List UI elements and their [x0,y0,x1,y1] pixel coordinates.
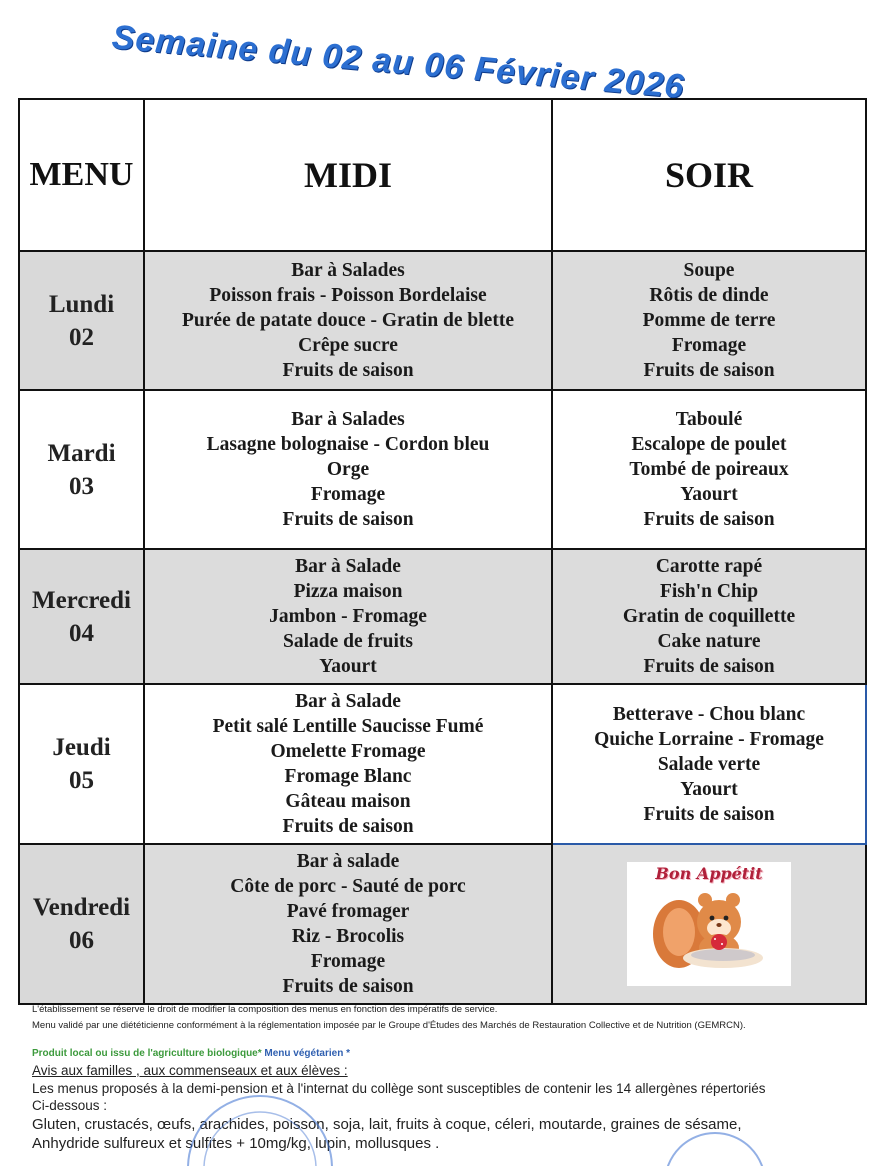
day-name: Vendredi [32,894,131,921]
dish: Bar à salade [296,851,400,872]
dish: Bar à Salades [291,409,405,430]
midi-cell [144,844,552,1004]
dish: Betterave - Chou blanc [612,703,806,725]
dish: Fruits de saison [282,509,414,530]
allergen-list-1: Gluten, crustacés, œufs, arachides, poisson, soja, lait, fruits à coque, céleri, moutarde, graines de sésame, [32,1116,742,1133]
dish: Pizza maison [293,581,403,602]
dish: Salade de fruits [282,631,413,652]
dish: Yaourt [680,778,738,800]
day-row-mercredi [19,549,866,684]
dish: Bar à Salade [295,556,401,577]
day-cell [19,684,144,844]
dish: Pomme de terre [642,310,776,331]
bon-appetit-text: Bon Appétit [655,864,763,883]
dish: Fruits de saison [282,976,414,997]
dish: Fruits de saison [643,656,775,677]
dish: Bar à Salade [295,691,401,712]
day-cell [19,844,144,1004]
day-number: 03 [69,472,94,500]
dish: Fromage [671,335,747,356]
midi-cell [144,549,552,684]
soir-cell [552,390,866,549]
midi-cell [144,390,552,549]
day-number: 06 [69,927,94,954]
dish: Jambon - Fromage [269,606,427,627]
header-row [19,99,866,251]
dish: Orge [326,459,370,480]
dish: Rôtis de dinde [649,285,769,306]
day-name: Mercredi [31,586,132,614]
dish: Fromage Blanc [284,766,412,787]
day-number: 04 [69,619,94,647]
soir-cell [552,549,866,684]
header-soir: SOIR [552,99,866,251]
bon-appetit-image [627,862,791,986]
dish: Fish'n Chip [659,581,759,602]
stamp-left [180,1088,340,1166]
legend-vegetarian: Menu végétarien * [264,1048,350,1059]
dish: Fromage [310,951,386,972]
notice-title-text: Avis aux familles , aux commenseaux et aux élèves : [32,1063,348,1078]
day-row-vendredi [19,844,866,1004]
dish: Riz - Brocolis [291,926,405,947]
week-title: Semaine du 02 au 06 Février 2026 [110,18,686,106]
day-name: Jeudi [52,734,111,761]
day-number: 02 [69,323,94,351]
dish: Gâteau maison [285,791,411,812]
day-number: 05 [69,767,94,794]
dish: Fruits de saison [643,360,775,381]
footer-validation: Menu validé par une diététicienne conformément à la réglementation imposée par le Groupe d'Études des Marchés de Restauration Collective et de Nutrition (GEMRCN). [32,1020,746,1031]
dish: Fruits de saison [643,509,775,530]
soir-cell [552,684,866,844]
header-midi: MIDI [144,99,552,251]
soir-cell [552,844,866,1004]
dish: Quiche Lorraine - Fromage [594,728,824,750]
footer-allergens: Les menus proposés à la demi-pension et à l'internat du collège sont susceptibles de contenir les 14 allergènes répertoriés [32,1081,766,1096]
dish: Taboulé [675,409,743,430]
dish: Pavé fromager [286,901,410,922]
dish: Gratin de coquillette [622,606,796,627]
dish: Yaourt [680,484,738,505]
dish: Fruits de saison [282,360,414,381]
footer-reserve: L'établissement se réserve le droit de modifier la composition des menus en fonction des impératifs de service. [32,1004,498,1015]
day-row-lundi [19,251,866,390]
dish: Salade verte [657,753,761,775]
dish: Cake nature [657,631,761,652]
day-name: Lundi [48,290,115,318]
soir-cell [552,251,866,390]
allergen-list-2: Anhydride sulfureux et sulfites + 10mg/kg, lupin, mollusques . [32,1135,440,1152]
footer-below: Ci-dessous : [32,1098,108,1113]
dish: Purée de patate douce - Gratin de blette [182,310,514,331]
day-name: Mardi [47,439,116,467]
dish: Escalope de poulet [631,434,787,455]
dish: Crêpe sucre [298,335,398,356]
footer-notice-title [32,1062,348,1079]
menu-table [18,98,867,1005]
dish: Fromage [310,484,386,505]
midi-cell [144,684,552,844]
day-cell [19,390,144,549]
dish: Omelette Fromage [270,741,426,762]
dish: Bar à Salades [291,260,405,281]
dish: Lasagne bolognaise - Cordon bleu [206,434,490,455]
midi-cell [144,251,552,390]
dish: Petit salé Lentille Saucisse Fumé [212,716,484,737]
header-menu: MENU [19,99,144,251]
dish: Carotte rapé [655,556,763,577]
dish: Fruits de saison [643,803,775,825]
day-row-jeudi [19,684,866,844]
dish: Tombé de poireaux [629,459,789,480]
footer-legend [32,1048,350,1059]
dish: Soupe [683,260,735,281]
day-cell [19,549,144,684]
dish: Fruits de saison [282,816,414,837]
dish: Côte de porc - Sauté de porc [230,876,466,897]
stamp-right [660,1128,770,1166]
day-row-mardi [19,390,866,549]
legend-local: Produit local ou issu de l'agriculture biologique* [32,1048,262,1059]
day-cell [19,251,144,390]
dish: Poisson frais - Poisson Bordelaise [209,285,487,306]
dish: Yaourt [319,656,377,677]
